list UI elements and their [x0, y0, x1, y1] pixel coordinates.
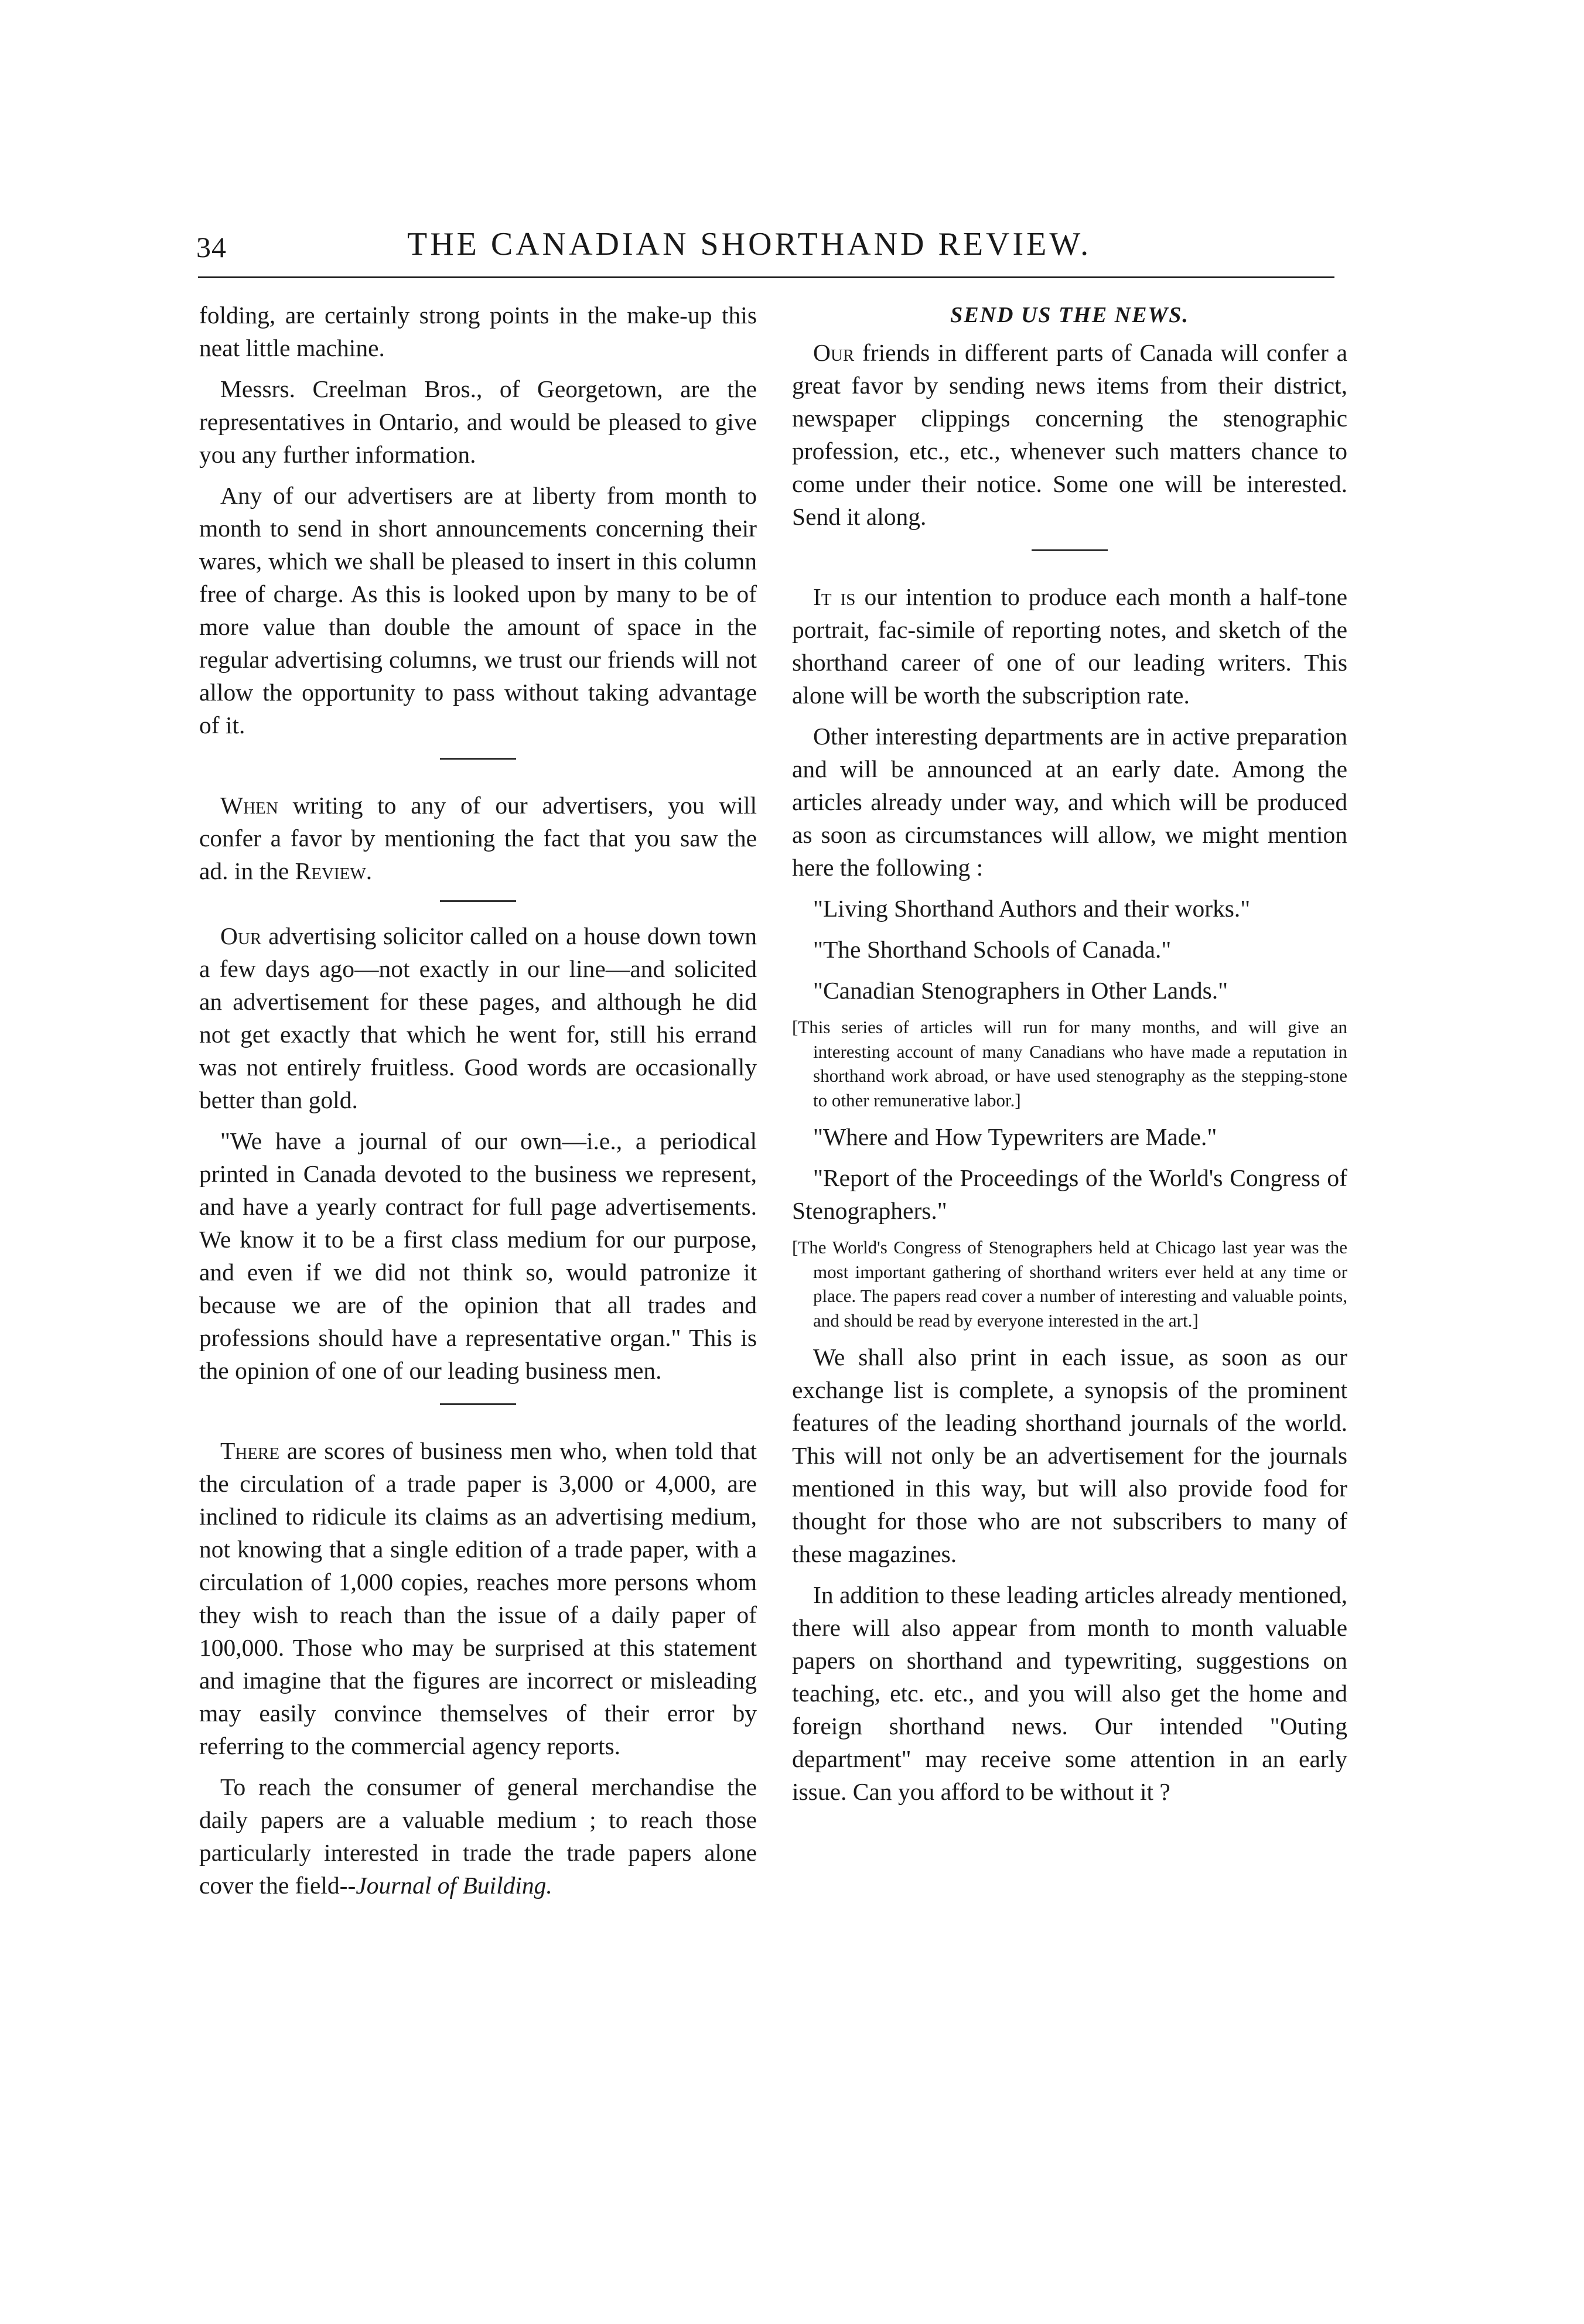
source-citation: Journal of Building. [356, 1872, 552, 1899]
paragraph: Our advertising solicitor called on a house down town a few days ago—not exactly in our line—and solicited an advertisement for these pages, and although he did not get exactly that which he went for, still his errand was not entirely fruitless. Good words are occasionally better than gold. [199, 922, 757, 1113]
list-item: "Canadian Stenographers in Other Lands." [813, 977, 1228, 1004]
lead-word: Our [813, 339, 855, 366]
section-heading: SEND US THE NEWS. [950, 303, 1189, 327]
editorial-note: [The World's Congress of Stenographers held at Chicago last year was the most important gathering of shorthand writers ever held at any time or place. The papers read cover a number of interesting and valuable points, and should be read by everyone interested in the art.] [792, 1237, 1347, 1331]
paragraph: Other interesting departments are in active preparation and will be announced at an early date. Among the articles already under way, and which will be produced as soon as circumstances will allow, we might mention here the following : [792, 723, 1347, 881]
lead-word: It is [813, 583, 856, 610]
list-item: "Where and How Typewriters are Made." [813, 1123, 1217, 1150]
lead-word: There [220, 1437, 280, 1464]
review-name: Review [295, 857, 366, 884]
paragraph: folding, are certainly strong points in the make-up this neat little machine. [199, 302, 757, 361]
paragraph: Any of our advertisers are at liberty from month to month to send in short announcements concerning their wares, which we shall be pleased to insert in this column free of charge. As this is looked upon by many to be of more value than double the amount of space in the regular advertising columns, we trust our friends will not allow the opportunity to pass without taking advantage of it. [199, 482, 757, 739]
page-header [196, 225, 1333, 272]
paragraph: We shall also print in each issue, as soon as our exchange list is complete, a synopsis of the prominent features of the leading shorthand journals of the world. This will not only be an advertisement for the journals mentioned in this way, but will also provide food for thought for those who are not subscribers to many of these magazines. [792, 1344, 1347, 1567]
section-divider [440, 1403, 516, 1405]
list-item: "Report of the Proceedings of the World's Congress of Stenographers." [792, 1164, 1347, 1224]
list-item: "Living Shorthand Authors and their works." [813, 895, 1251, 922]
paragraph: It is our intention to produce each month a half-tone portrait, fac-simile of reporting notes, and sketch of the shorthand career of one of our leading writers. This alone will be worth the subscription rate. [792, 583, 1348, 709]
paragraph: When writing to any of our advertisers, you will confer a favor by mentioning the fact that you saw the ad. in the Review. [199, 792, 757, 884]
page-number: 34 [196, 231, 227, 264]
right-column [792, 299, 1347, 1816]
paragraph: Our friends in different parts of Canada will confer a great favor by sending news items from their district, newspaper clippings concerning the stenographic profession, etc., etc., whenever such matters chance to come under their notice. Some one will be interested. Send it along. [792, 339, 1347, 530]
list-item: "The Shorthand Schools of Canada." [813, 936, 1172, 963]
section-divider [1032, 549, 1108, 551]
editorial-note: [This series of articles will run for many months, and will give an interesting account of many Canadians who have made a reputation in shorthand work abroad, or have used stenography as the stepping-stone to other remunerative labor.] [792, 1017, 1347, 1110]
lead-word: When [220, 792, 278, 819]
lead-word: Our [220, 922, 262, 949]
paragraph: To reach the consumer of general merchandise the daily papers are a valuable medium ; to reach those particularly interested in trade the trade papers alone cover the field--Journal of Building. [199, 1773, 757, 1899]
paragraph: There are scores of business men who, when told that the circulation of a trade paper is 3,000 or 4,000, are inclined to ridicule its claims as an advertising medium, not knowing that a single edition of a trade paper, with a circulation of 1,000 copies, reaches more persons whom they wish to reach than the issue of a daily paper of 100,000. Those who may be surprised at this statement and imagine that the figures are incorrect or misleading may easily convince themselves of their error by referring to the commercial agency reports. [199, 1437, 757, 1759]
running-title: THE CANADIAN SHORTHAND REVIEW. [407, 226, 1092, 262]
paragraph: "We have a journal of our own—i.e., a periodical printed in Canada devoted to the business we represent, and have a yearly contract for full page advertisements. We know it to be a first class medium for our purpose, and even if we did not think so, would patronize it because we are of the opinion that all trades and professions should have a representative organ." This is the opinion of one of our leading business men. [199, 1127, 757, 1384]
section-divider [440, 900, 516, 902]
left-column [199, 299, 757, 1910]
paragraph: In addition to these leading articles already mentioned, there will also appear from month to month valuable papers on shorthand and typewriting, suggestions on teaching, etc. etc., and you will also get the home and foreign shorthand news. Our intended "Outing department" may receive some attention in an early issue. Can you afford to be without it ? [792, 1581, 1347, 1805]
paragraph: Messrs. Creelman Bros., of Georgetown, are the representatives in Ontario, and would be pleased to give you any further information. [199, 375, 757, 468]
section-divider [440, 758, 516, 760]
header-rule [198, 276, 1334, 278]
